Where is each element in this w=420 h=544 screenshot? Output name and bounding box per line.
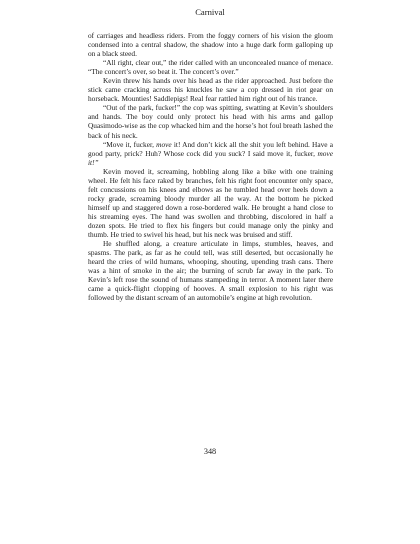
running-head: Carnival [195, 7, 225, 17]
paragraph-with-emphasis: “Move it, fucker, move it! And don’t kick all the shit you left behind. Have a good party, prick? Huh? Whose cock did you suck? I said move it, fucker, move it!” [88, 139, 333, 167]
page-number: 348 [203, 447, 217, 456]
paragraph: He shuffled along, a creature articulate in limps, stumbles, heaves, and spasms. The park, as far as he could tell, was still deserted, but occasionally he heard the cries of wild humans, whooping, shouting, upending trash cans. There was a hint of smoke in the air; the burning of scrub far away in the park. To Kevin’s left rose the sound of humans stampeding in terror. A moment later there came a quick-flight clopping of hooves. A small explosion to his right was followed by the distant scream of an automobile’s engine at high revolution. [88, 239, 333, 303]
paragraph: “Out of the park, fucker!” the cop was spitting, swatting at Kevin’s shoulders and hands. The boy could only protect his head with his arms and gallop Quasimodo-wise as the cop whacked him and the horse’s hot foul breath lashed the back of his neck. [88, 103, 333, 140]
paragraph: of carriages and headless riders. From the foggy corners of his vision the gloom condensed into a central shadow, the shadow into a huge dark form galloping up on a black steed. [88, 31, 333, 59]
paragraph: Kevin moved it, screaming, hobbling along like a bike with one training wheel. He felt his face raked by branches, felt his right foot encounter only space, felt concussions on his knees and elbows as he tumbled head over heels down a rocky grade, screaming bloody murder all the way. At the bottom he picked himself up and staggered down a rose-bordered walk. He brought a hand close to his streaming eyes. The hand was swollen and throbbing, discolored in half a dozen spots. He tried to flex his fingers but could manage only the pinky and thumb. He tried to swivel his head, but his neck was bruised and stiff. [88, 166, 333, 240]
body-text [88, 31, 333, 302]
paragraph: “All right, clear out,” the rider called with an unconcealed nuance of menace. “The concert’s over, so beat it. The concert’s over.” [88, 58, 333, 77]
paragraph: Kevin threw his hands over his head as the rider approached. Just before the stick came cracking across his knuckles he saw a cop dressed in riot gear on horseback. Mounties! Saddlepigs! Real fear rattled him right out of his trance. [88, 76, 333, 104]
emphasis: move it!” [88, 148, 333, 167]
emphasis: move [156, 139, 172, 149]
